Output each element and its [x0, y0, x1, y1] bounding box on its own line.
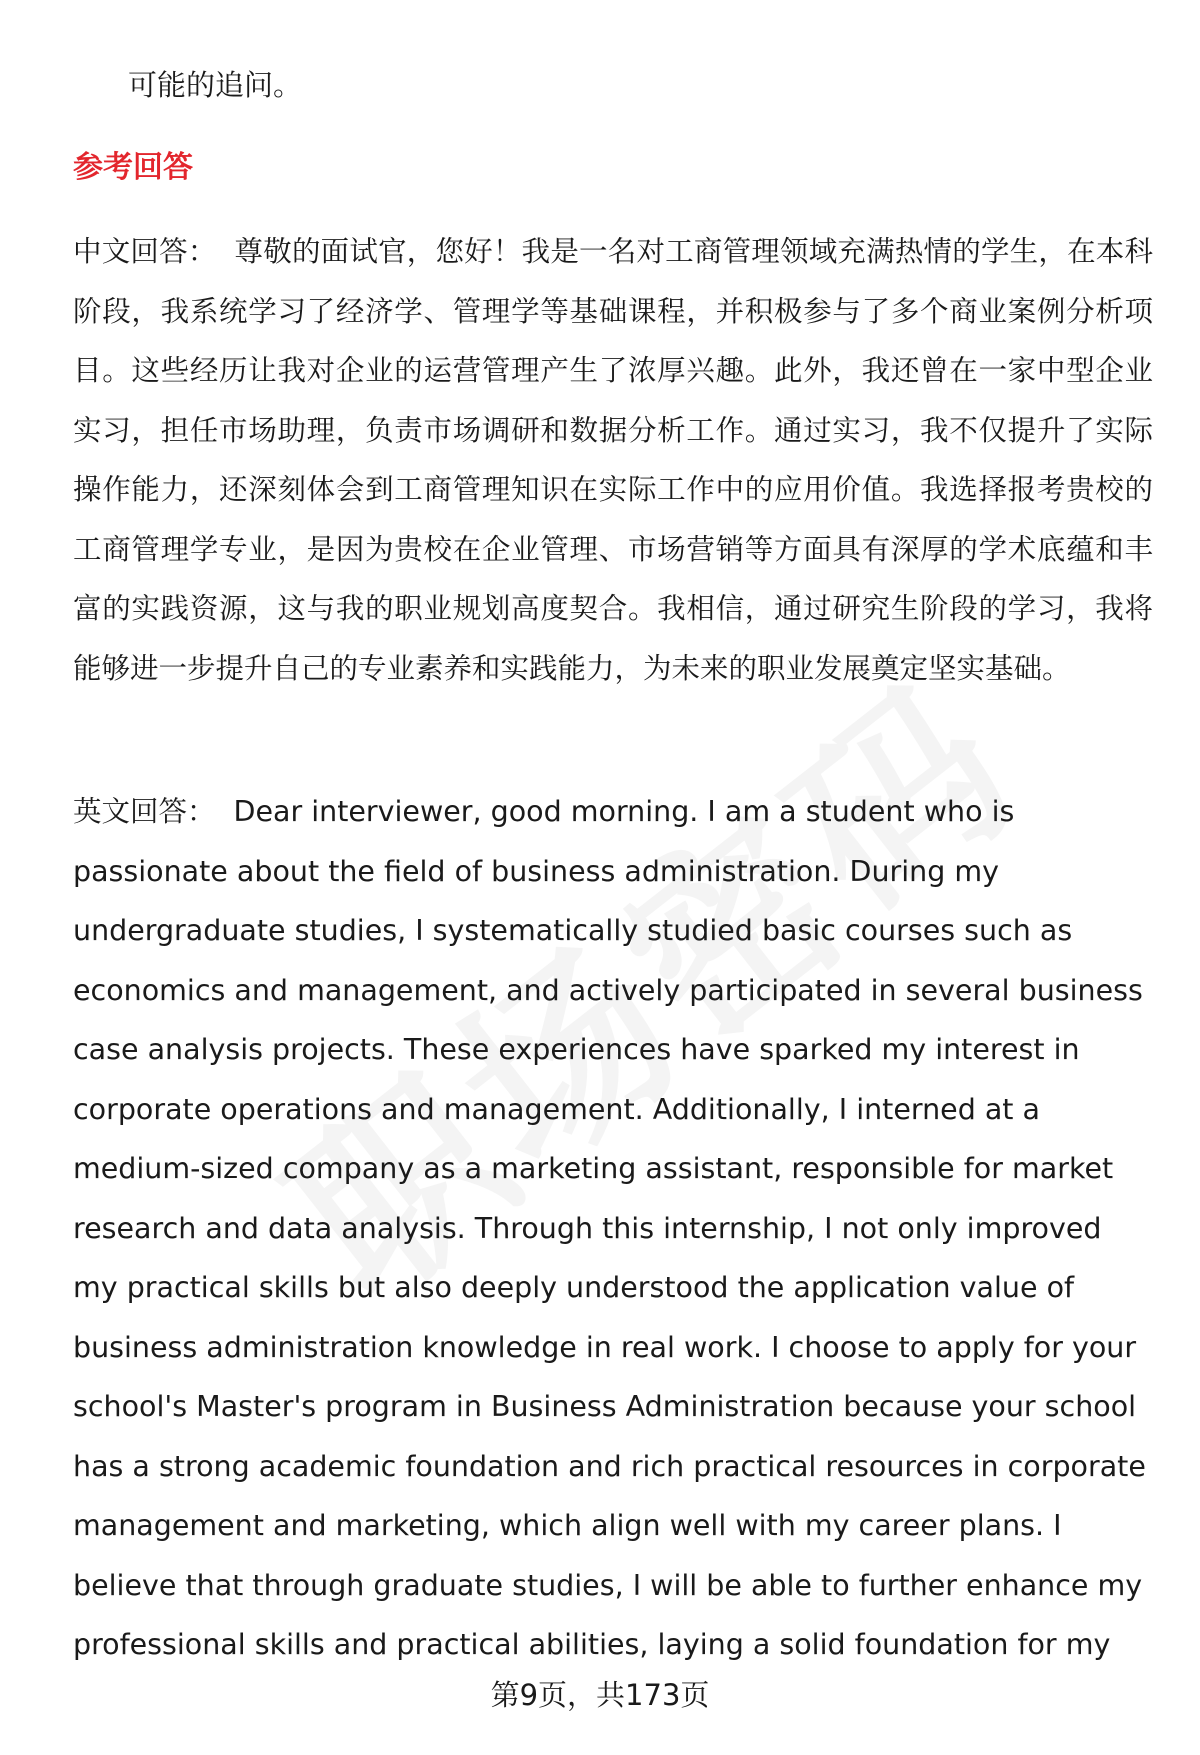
english-answer-paragraph	[73, 782, 1153, 1672]
page-indicator: 第9页，共173页	[490, 1678, 710, 1712]
lead-line: 可能的追问。	[128, 68, 303, 102]
section-title: 参考回答	[73, 150, 193, 185]
chinese-answer-label: 中文回答：	[73, 235, 217, 268]
english-answer-label: 英文回答：	[73, 795, 216, 828]
chinese-answer-paragraph	[73, 222, 1153, 698]
page-footer	[0, 1672, 1200, 1718]
chinese-answer-text: 尊敬的面试官，您好！我是一名对工商管理领域充满热情的学生，在本科阶段，我系统学习了经济学、管理学等基础课程，并积极参与了多个商业案例分析项目。这些经历让我对企业的运营管理产生了浓厚兴趣。此外，我还曾在一家中型企业实习，担任市场助理，负责市场调研和数据分析工作。通过实习，我不仅提升了实际操作能力，还深刻体会到工商管理知识在实际工作中的应用价值。我选择报考贵校的工商管理学专业，是因为贵校在企业管理、市场营销等方面具有深厚的学术底蕴和丰富的实践资源，这与我的职业规划高度契合。我相信，通过研究生阶段的学习，我将能够进一步提升自己的专业素养和实践能力，为未来的职业发展奠定坚实基础。	[73, 235, 1153, 685]
english-answer-text: Dear interviewer, good morning. I am a student who is passionate about the field of business administration. During my undergraduate studies, I systematically studied basic courses such as economics and management, and actively participated in several business case analysis projects. These experiences have sparked my interest in corporate operations and management. Additionally, I interned at a medium-sized company as a marketing assistant, responsible for market research and data analysis. Through this internship, I not only improved my practical skills but also deeply understood the application value of business administration knowledge in real work. I choose to apply for your school's Master's program in Business Administration because your school has a strong academic foundation and rich practical resources in corporate management and marketing, which align well with my career plans. I believe that through graduate studies, I will be able to further enhance my professional skills and practical abilities, laying a solid foundation for my	[73, 795, 1146, 1661]
